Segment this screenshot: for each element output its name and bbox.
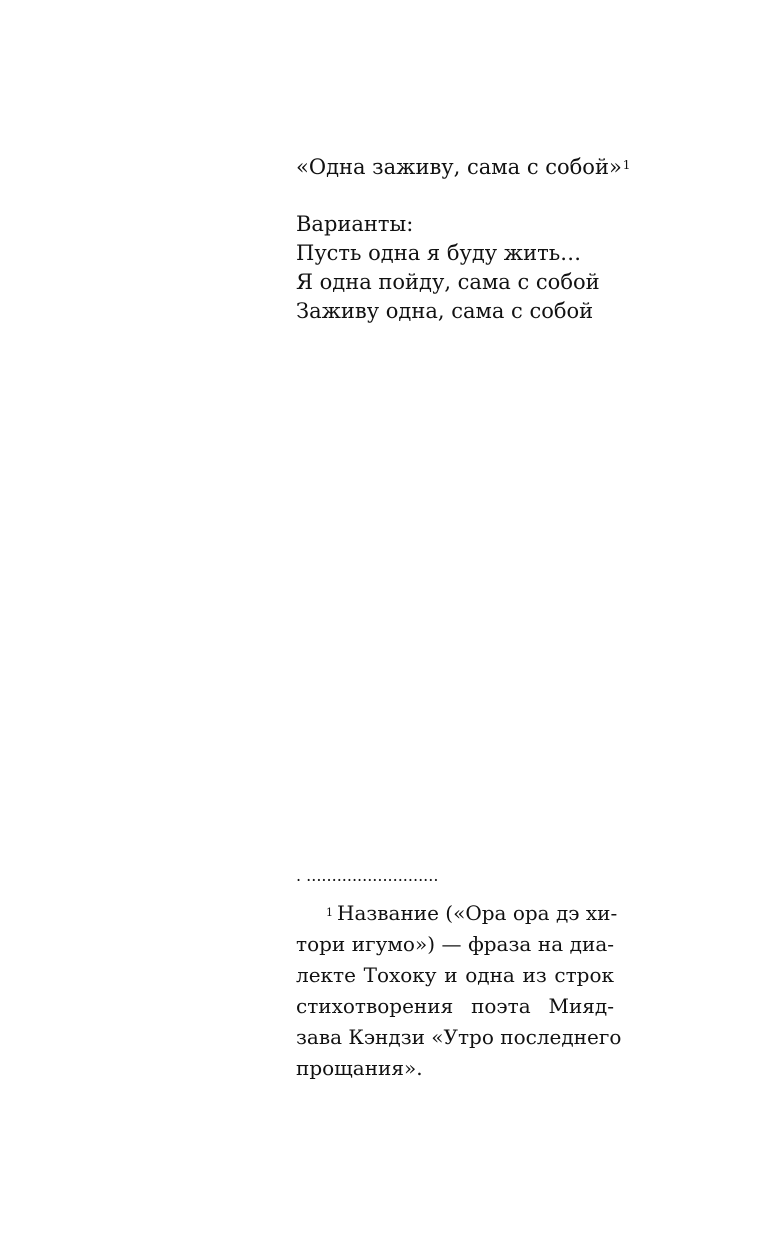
variant-line: Я одна пойду, сама с собой [296,270,600,294]
footnote-line: тори игумо») — фраза на диа- [296,932,614,956]
footnote-line: лекте Тохоку и одна из строк [296,963,614,987]
footnote-line: $^1$ Название («Ора ора дэ хи- [326,901,618,925]
variant-line: Заживу одна, сама с собой [296,299,594,323]
variant-line: Пусть одна я буду жить… [296,241,582,265]
variants-heading: Варианты: [296,212,414,236]
footnote-line: стихотворения поэта Мияд- [296,994,614,1018]
poem-title [296,152,630,182]
variants-block [296,210,600,326]
footnote-reference[interactable]: 1 [622,158,631,172]
footnote-line: прощания». [296,1056,423,1080]
footnote-number: 1 [326,906,333,919]
footnote-separator: . .......................... [296,866,439,885]
footnote [296,898,622,1084]
footnote-line: зава Кэндзи «Утро последнего [296,1025,622,1049]
poem-title-text: «Одна заживу, сама с собой» [296,155,622,179]
